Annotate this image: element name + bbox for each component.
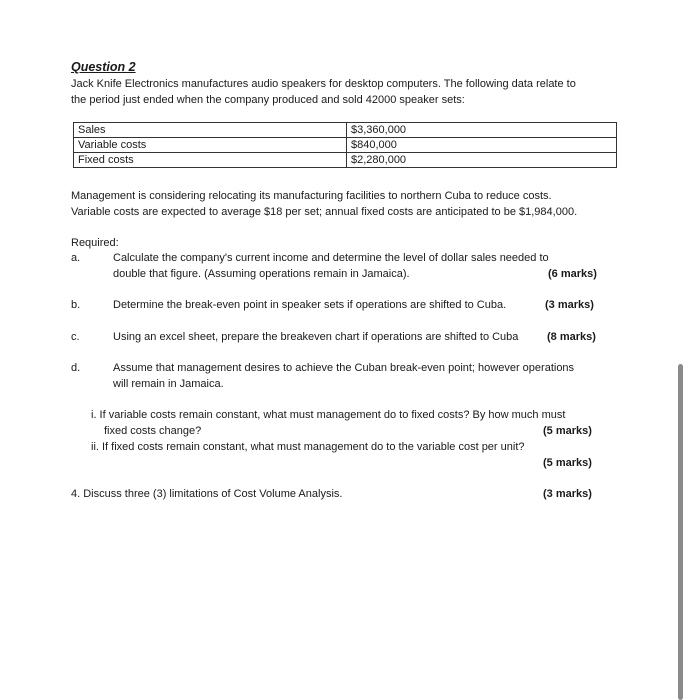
table-row	[74, 153, 617, 168]
management-line-2: Variable costs are expected to average $18 per set; annual fixed costs are anticipated to be $1,984,000.	[71, 206, 578, 218]
management-line-1: Management is considering relocating its manufacturing facilities to northern Cuba to reduce costs.	[71, 190, 552, 202]
table-row	[74, 123, 617, 138]
table-cell-label: Variable costs	[74, 138, 347, 153]
sub-item-ii-line-1: ii. If fixed costs remain constant, what must management do to the variable cost per unit?	[91, 441, 525, 453]
intro-line-2: the period just ended when the company produced and sold 42000 speaker sets:	[71, 94, 465, 106]
intro-line-1: Jack Knife Electronics manufactures audio speakers for desktop computers. The following data relate to	[71, 78, 576, 90]
table-cell-label: Fixed costs	[74, 153, 347, 168]
sub-item-i-marks: (5 marks)	[543, 425, 592, 437]
item-a-marks: (6 marks)	[548, 268, 597, 280]
item-b-marks: (3 marks)	[545, 299, 594, 311]
question-4-marks: (3 marks)	[543, 488, 592, 500]
table-row	[74, 138, 617, 153]
table-cell-label: Sales	[74, 123, 347, 138]
item-b-letter: b.	[71, 299, 81, 311]
item-a-letter: a.	[71, 252, 81, 264]
item-c-marks: (8 marks)	[547, 331, 596, 343]
item-a-line-1: Calculate the company's current income and determine the level of dollar sales needed to	[113, 252, 549, 264]
item-c-text: Using an excel sheet, prepare the breakeven chart if operations are shifted to Cuba	[113, 331, 519, 343]
item-b-text: Determine the break-even point in speaker sets if operations are shifted to Cuba.	[113, 299, 507, 311]
table-cell-value: $840,000	[347, 138, 617, 153]
item-d-line-2: will remain in Jamaica.	[113, 378, 224, 390]
table-cell-value: $2,280,000	[347, 153, 617, 168]
required-label: Required:	[71, 237, 119, 249]
sub-item-i-line-2: fixed costs change?	[104, 425, 202, 437]
item-d-line-1: Assume that management desires to achieve the Cuban break-even point; however operations	[113, 362, 575, 374]
cost-data-table	[73, 122, 617, 168]
sub-item-i-line-1: i. If variable costs remain constant, what must management do to fixed costs? By how much must	[91, 409, 566, 421]
item-c-letter: c.	[71, 331, 80, 343]
vertical-scrollbar[interactable]	[678, 364, 683, 700]
question-heading: Question 2	[71, 60, 136, 74]
question-4-text: 4. Discuss three (3) limitations of Cost Volume Analysis.	[71, 488, 343, 500]
table-cell-value: $3,360,000	[347, 123, 617, 138]
item-a-line-2: double that figure. (Assuming operations remain in Jamaica).	[113, 268, 410, 280]
item-d-letter: d.	[71, 362, 81, 374]
sub-item-ii-marks: (5 marks)	[543, 457, 592, 469]
